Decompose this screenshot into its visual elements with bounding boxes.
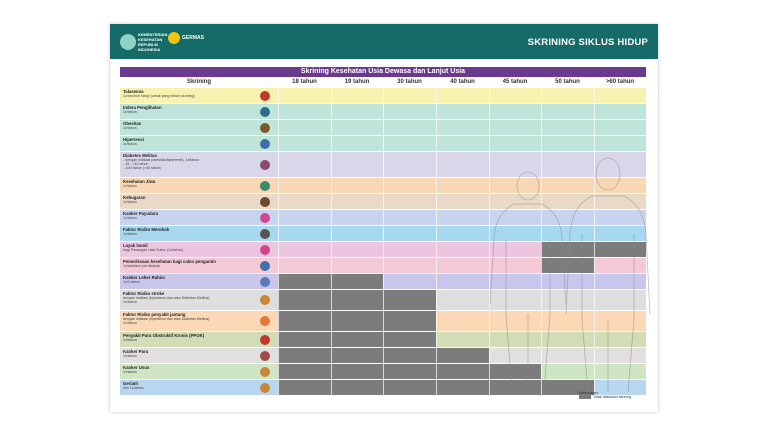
not-screened-cell <box>541 242 594 257</box>
germas-emblem-icon <box>168 32 180 44</box>
screening-name: Faktor Risiko penyakit jantung <box>123 312 186 317</box>
age-cell <box>383 88 436 103</box>
screening-frequency: 1x/tahun <box>123 338 137 342</box>
age-cell <box>594 104 646 119</box>
age-cell <box>331 258 383 273</box>
eye-icon <box>260 107 270 117</box>
not-screened-cell <box>383 380 436 395</box>
table-row <box>120 290 646 310</box>
age-cell <box>594 120 646 135</box>
row-label <box>120 348 278 363</box>
screening-name: Kanker Leher Rahim <box>123 275 165 280</box>
not-screened-cell <box>436 348 489 363</box>
table-row <box>120 136 646 151</box>
not-screened-cell <box>278 364 331 379</box>
age-cell <box>489 104 541 119</box>
not-screened-cell <box>489 380 541 395</box>
glucose-meter-icon <box>260 160 270 170</box>
age-cell <box>594 194 646 209</box>
age-cell <box>594 274 646 289</box>
age-cell <box>541 210 594 225</box>
table-row <box>120 88 646 103</box>
screening-frequency: 1x/tahun <box>123 110 137 114</box>
intestine-icon <box>260 367 270 377</box>
age-cell <box>489 88 541 103</box>
screening-frequency: - dengan indikasi (obesitas/hipertensi), 1x/tahun - 15 - <40 tahun - 1x/3 tahun (>40 tahun) <box>123 158 200 170</box>
age-cell <box>278 226 331 241</box>
age-cell <box>489 258 541 273</box>
age-cell <box>489 242 541 257</box>
column-header-age: 50 tahun <box>555 79 580 85</box>
not-screened-cell <box>331 274 383 289</box>
not-screened-cell <box>436 380 489 395</box>
row-label <box>120 364 278 379</box>
age-cell <box>436 152 489 177</box>
age-cell <box>436 226 489 241</box>
age-cell <box>541 120 594 135</box>
not-screened-cell <box>331 311 383 331</box>
legend-swatch <box>579 395 591 399</box>
screening-frequency: 1x/tahun <box>123 200 137 204</box>
legend-label: Tidak dilakukan skrining <box>593 395 632 399</box>
cigarette-icon <box>260 229 270 239</box>
screening-name: Talasemia <box>123 89 144 94</box>
screening-frequency: 1x/sebelum pernikahan <box>123 264 161 268</box>
age-cell <box>594 226 646 241</box>
age-cell <box>594 348 646 363</box>
age-cell <box>541 194 594 209</box>
row-label <box>120 104 278 119</box>
row-label <box>120 258 278 273</box>
age-cell <box>436 258 489 273</box>
row-label <box>120 210 278 225</box>
age-cell <box>331 178 383 193</box>
not-screened-cell <box>278 311 331 331</box>
age-cell <box>331 152 383 177</box>
age-cell <box>331 210 383 225</box>
legend-title: Keterangan: <box>579 391 599 395</box>
age-cell <box>489 311 541 331</box>
column-header-age: 45 tahun <box>502 79 528 85</box>
screening-name: Hipertensi <box>123 137 145 142</box>
header-bar <box>110 24 658 59</box>
age-cell <box>489 178 541 193</box>
row-label <box>120 290 278 310</box>
age-cell <box>331 226 383 241</box>
not-screened-cell <box>383 348 436 363</box>
age-cell <box>436 332 489 347</box>
age-cell <box>383 210 436 225</box>
age-cell <box>541 364 594 379</box>
age-cell <box>383 258 436 273</box>
not-screened-cell <box>331 332 383 347</box>
age-cell <box>594 210 646 225</box>
row-label <box>120 136 278 151</box>
age-cell <box>489 274 541 289</box>
age-cell <box>278 136 331 151</box>
screening-name: Pemeriksaan kesehatan bagi calon pengantin <box>123 259 216 264</box>
elderly-icon <box>260 383 270 393</box>
age-cell <box>541 88 594 103</box>
screening-name: Diabetes Melitus <box>123 153 157 158</box>
not-screened-cell <box>278 332 331 347</box>
age-cell <box>489 226 541 241</box>
age-cell <box>331 104 383 119</box>
head-icon <box>260 181 270 191</box>
age-cell <box>331 242 383 257</box>
not-screened-cell <box>383 290 436 310</box>
age-cell <box>436 120 489 135</box>
table-row <box>120 242 646 257</box>
screening-name: Geriatri <box>123 381 139 386</box>
screening-name: Penyakit Paru Obstruktif Kronis (PPOK) <box>123 333 205 338</box>
age-cell <box>383 120 436 135</box>
poster-title: SKRINING SIKLUS HIDUP <box>527 37 648 48</box>
age-cell <box>489 194 541 209</box>
row-label <box>120 152 278 177</box>
age-cell <box>436 194 489 209</box>
screening-frequency: 1x/seumur hidup (untuk yang belum skrining) <box>123 94 195 98</box>
screening-name: Kebugaran <box>123 195 146 200</box>
row-label <box>120 120 278 135</box>
screening-frequency: bagi Pasangan Usia Subur (1x/tahun) <box>123 248 183 252</box>
table-row <box>120 258 646 273</box>
age-cell <box>383 104 436 119</box>
table-row <box>120 210 646 225</box>
not-screened-cell <box>278 290 331 310</box>
germas-logo: GERMAS <box>168 32 204 51</box>
not-screened-cell <box>383 332 436 347</box>
screening-name: Layak hamil <box>123 243 148 248</box>
table-row <box>120 274 646 289</box>
age-cell <box>331 88 383 103</box>
age-cell <box>541 178 594 193</box>
screening-name: Kanker Usus <box>123 365 150 370</box>
row-label <box>120 194 278 209</box>
table-row <box>120 120 646 135</box>
screening-frequency: 1x/tahun <box>123 232 137 236</box>
age-cell <box>383 152 436 177</box>
row-label <box>120 226 278 241</box>
screening-frequency: 1x/tahun <box>123 354 137 358</box>
fitness-icon <box>260 197 270 207</box>
column-header-age: 30 tahun <box>397 79 422 85</box>
age-cell <box>541 152 594 177</box>
age-cell <box>489 348 541 363</box>
age-cell <box>278 120 331 135</box>
age-cell <box>331 194 383 209</box>
age-cell <box>594 311 646 331</box>
row-label <box>120 332 278 347</box>
section-banner: Skrining Kesehatan Usia Dewasa dan Lanjut Usia <box>120 67 646 77</box>
screening-frequency: 1x/tahun <box>123 126 137 130</box>
screening-frequency: 1x/tahun <box>123 370 137 374</box>
screening-name: Kanker Payudara <box>123 211 159 216</box>
not-screened-cell <box>383 311 436 331</box>
column-header-age: >60 tahun <box>605 79 635 85</box>
age-cell <box>489 136 541 151</box>
ministry-logo: KEMENTERIAN KESEHATAN REPUBLIK INDONESIA <box>120 32 160 51</box>
age-cell <box>278 210 331 225</box>
screening-frequency: 1x/tahun <box>123 216 137 220</box>
age-cell <box>278 242 331 257</box>
column-header-skrining: Skrining <box>186 79 211 85</box>
not-screened-cell <box>594 242 646 257</box>
table-row <box>120 178 646 193</box>
not-screened-cell <box>278 274 331 289</box>
age-cell <box>541 274 594 289</box>
age-cell <box>278 194 331 209</box>
age-cell <box>383 178 436 193</box>
table-row <box>120 194 646 209</box>
age-cell <box>278 88 331 103</box>
table-row <box>120 380 646 395</box>
pink-ribbon-icon <box>260 213 270 223</box>
row-label <box>120 178 278 193</box>
screening-name: Indera Penglihatan <box>123 105 162 110</box>
not-screened-cell <box>278 380 331 395</box>
age-cell <box>436 88 489 103</box>
age-cell <box>436 311 489 331</box>
table-row <box>120 348 646 363</box>
not-screened-cell <box>541 258 594 273</box>
age-cell <box>594 152 646 177</box>
age-cell <box>594 88 646 103</box>
age-cell <box>489 210 541 225</box>
screening-frequency: 1x/tahun <box>123 142 137 146</box>
age-cell <box>594 364 646 379</box>
ministry-emblem-icon <box>120 34 136 50</box>
age-cell <box>489 152 541 177</box>
age-cell <box>383 226 436 241</box>
table-row <box>120 226 646 241</box>
age-cell <box>489 120 541 135</box>
age-cell <box>594 178 646 193</box>
screening-frequency: 1x/3 tahun <box>123 280 140 284</box>
not-screened-cell <box>331 380 383 395</box>
age-cell <box>383 194 436 209</box>
age-cell <box>594 290 646 310</box>
age-cell <box>278 178 331 193</box>
table-row <box>120 364 646 379</box>
age-cell <box>489 290 541 310</box>
blood-drop-icon <box>260 91 270 101</box>
age-cell <box>541 311 594 331</box>
age-cell <box>594 332 646 347</box>
age-cell <box>594 258 646 273</box>
age-cell <box>436 274 489 289</box>
age-cell <box>383 136 436 151</box>
screening-frequency: dengan indikasi (hipertensi dan atau Diabetes Melitus) 1x/tahun <box>123 317 210 325</box>
not-screened-cell <box>331 290 383 310</box>
age-cell <box>383 274 436 289</box>
age-cell <box>541 290 594 310</box>
screening-frequency: 1x/tahun <box>123 184 137 188</box>
age-cell <box>436 104 489 119</box>
pregnant-icon <box>260 245 270 255</box>
body-icon <box>260 123 270 133</box>
heart-icon <box>260 316 270 326</box>
screening-name: Faktor Risiko Merokok <box>123 227 170 232</box>
age-cell <box>278 258 331 273</box>
column-header-age: 40 tahun <box>450 79 475 85</box>
age-cell <box>541 226 594 241</box>
row-label <box>120 88 278 103</box>
not-screened-cell <box>489 364 541 379</box>
age-cell <box>436 178 489 193</box>
not-screened-cell <box>383 364 436 379</box>
age-cell <box>541 136 594 151</box>
poster <box>110 24 658 412</box>
table-row <box>120 332 646 347</box>
screening-frequency: dengan indikasi (hipertensi dan atau Diabetes Melitus) 1x/tahun <box>123 296 210 304</box>
legend <box>579 391 631 399</box>
table-row <box>120 104 646 119</box>
age-cell <box>278 152 331 177</box>
column-header-age: 18 tahun <box>292 79 317 85</box>
column-header-age: 19 tahun <box>344 79 370 85</box>
couple-icon <box>260 261 270 271</box>
age-cell <box>436 290 489 310</box>
age-cell <box>278 104 331 119</box>
row-label <box>120 380 278 395</box>
not-screened-cell <box>331 348 383 363</box>
age-cell <box>594 136 646 151</box>
lungs-icon <box>260 335 270 345</box>
row-label <box>120 242 278 257</box>
screening-name: Obesitas <box>123 121 142 126</box>
not-screened-cell <box>278 348 331 363</box>
row-label <box>120 274 278 289</box>
age-cell <box>436 210 489 225</box>
age-cell <box>383 242 436 257</box>
screening-name: Faktor Risiko stroke <box>123 291 165 296</box>
screening-frequency: min 1x/tahun <box>123 386 144 390</box>
age-cell <box>489 332 541 347</box>
age-cell <box>541 332 594 347</box>
brain-icon <box>260 295 270 305</box>
row-label <box>120 311 278 331</box>
table-row <box>120 152 646 177</box>
age-cell <box>331 136 383 151</box>
lungs-icon <box>260 351 270 361</box>
table-row <box>120 311 646 331</box>
not-screened-cell <box>436 364 489 379</box>
screening-name: Kesehatan Jiwa <box>123 179 156 184</box>
uterus-icon <box>260 277 270 287</box>
table-header-row <box>120 77 646 88</box>
age-cell <box>541 104 594 119</box>
age-cell <box>331 120 383 135</box>
blood-pressure-icon <box>260 139 270 149</box>
age-cell <box>541 348 594 363</box>
screening-name: Kanker Paru <box>123 349 149 354</box>
age-cell <box>436 242 489 257</box>
not-screened-cell <box>331 364 383 379</box>
age-cell <box>436 136 489 151</box>
